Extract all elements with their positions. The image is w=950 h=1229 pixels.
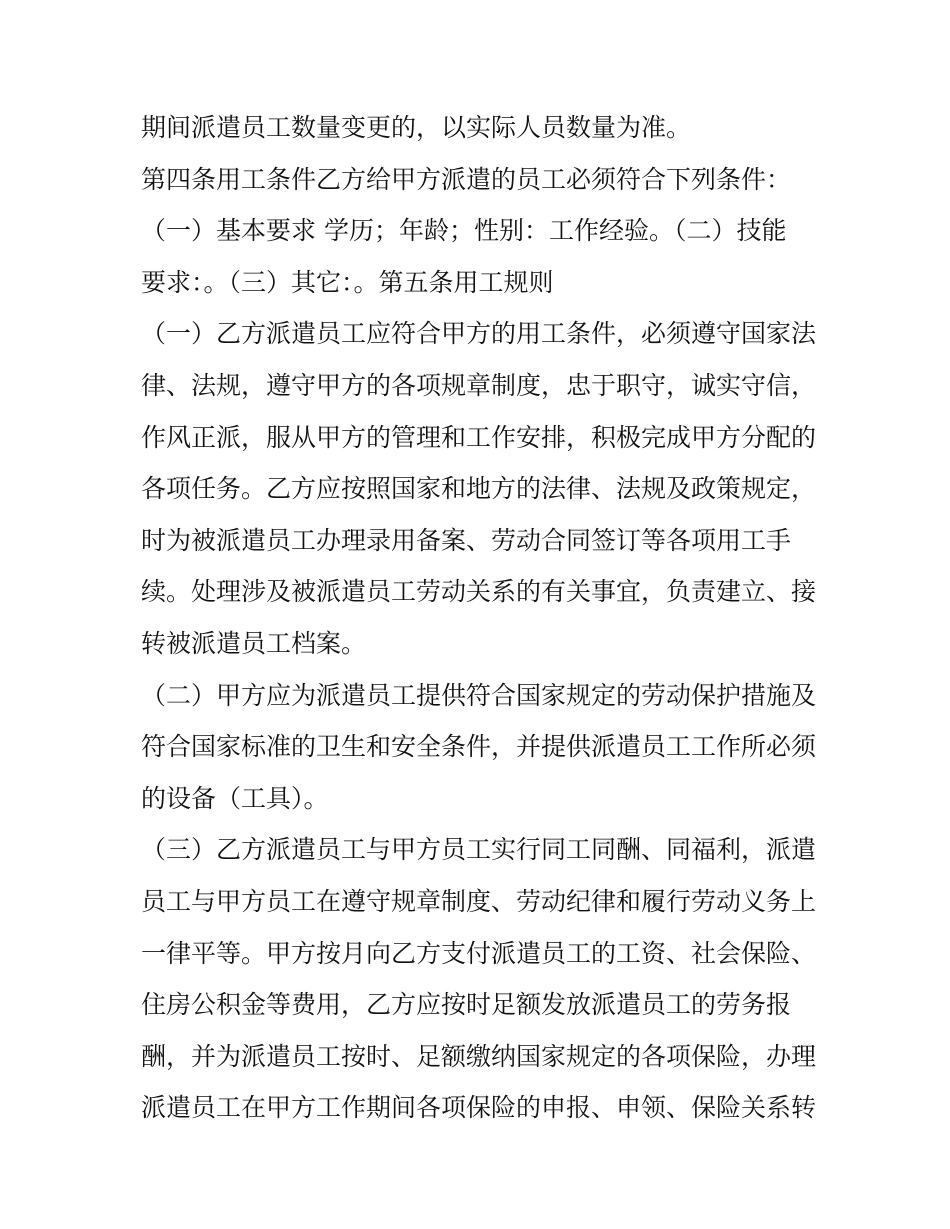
paragraph-line: 员工与甲方员工在遵守规章制度、劳动纪律和履行劳动义务上	[141, 886, 817, 916]
paragraph-line: 转被派遣员工档案。	[141, 628, 367, 658]
paragraph-line: 符合国家标准的卫生和安全条件，并提供派遣员工工作所必须	[141, 732, 817, 762]
article-four-line: 第四条用工条件乙方给甲方派遣的员工必须符合下列条件：	[141, 164, 792, 194]
clause-two-line: （二）甲方应为派遣员工提供符合国家规定的劳动保护措施及	[141, 680, 817, 710]
paragraph-line: 派遣员工在甲方工作期间各项保险的申报、申领、保险关系转	[141, 1093, 817, 1123]
paragraph-line: 期间派遣员工数量变更的，以实际人员数量为准。	[141, 113, 692, 142]
paragraph-line: 律、法规，遵守甲方的各项规章制度，忠于职守，诚实守信，	[141, 370, 817, 400]
paragraph-line: 的设备（工具）。	[141, 783, 329, 813]
clause-three-line: （三）乙方派遣员工与甲方员工实行同工同酬、同福利，派遣	[141, 835, 817, 865]
clause-one-line: （一）乙方派遣员工应符合甲方的用工条件，必须遵守国家法	[141, 319, 817, 349]
document-body	[141, 106, 821, 1138]
paragraph-line: 住房公积金等费用，乙方应按时足额发放派遣员工的劳务报	[141, 990, 792, 1020]
paragraph-line: 酬，并为派遣员工按时、足额缴纳国家规定的各项保险，办理	[141, 1041, 817, 1071]
paragraph-line: 续。处理涉及被派遣员工劳动关系的有关事宜，负责建立、接	[141, 577, 817, 607]
paragraph-line: 作风正派，服从甲方的管理和工作安排，积极完成甲方分配的	[141, 422, 817, 452]
paragraph-line: 一律平等。甲方按月向乙方支付派遣员工的工资、社会保险、	[141, 938, 817, 968]
paragraph-line: （一）基本要求 学历；年龄；性别：工作经验。（二）技能	[141, 216, 787, 246]
article-five-heading-line: 要求：。（三）其它：。第五条用工规则	[141, 267, 554, 297]
paragraph-line: 时为被派遣员工办理录用备案、劳动合同签订等各项用工手	[141, 525, 792, 555]
paragraph-line: 各项任务。乙方应按照国家和地方的法律、法规及政策规定，	[141, 474, 817, 504]
